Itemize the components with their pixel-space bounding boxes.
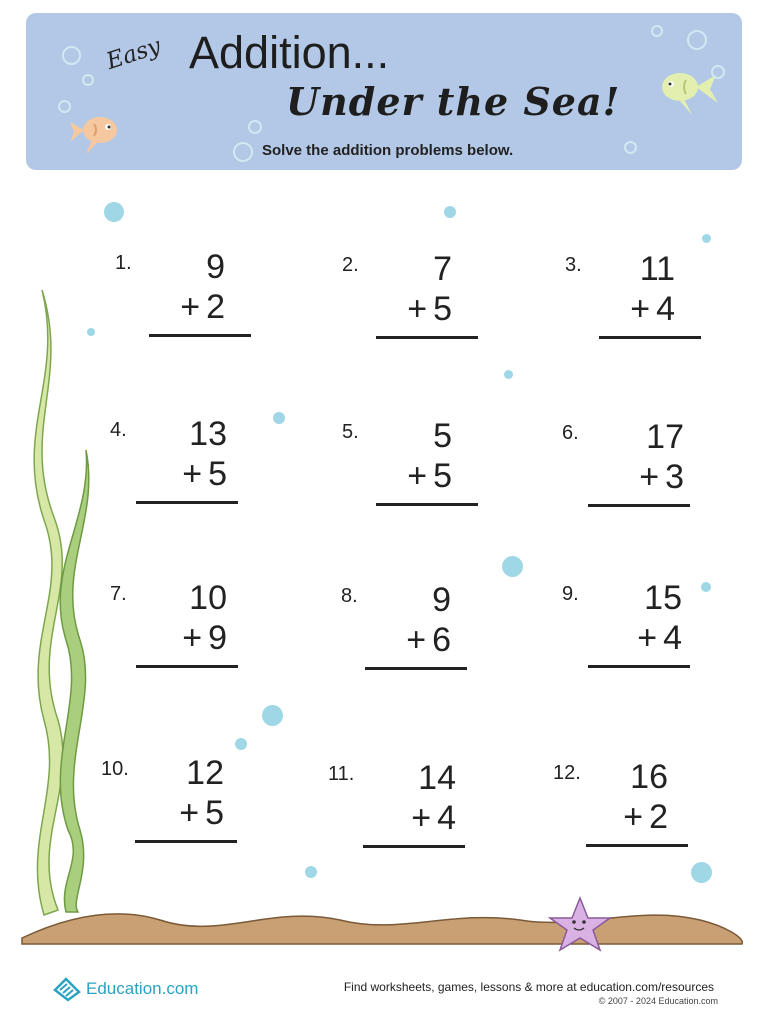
problem	[565, 250, 765, 360]
problem-top-number: 11	[639, 250, 675, 288]
problem-addend: 2	[649, 798, 668, 836]
problem-number: 1.	[115, 252, 132, 274]
bubble	[702, 234, 711, 243]
problem	[341, 581, 541, 691]
problem-number: 10.	[101, 758, 129, 780]
problem-number: 3.	[565, 254, 582, 276]
problem	[101, 754, 301, 864]
problem-top-number: 9	[206, 248, 225, 286]
plus-sign: +	[623, 798, 644, 836]
plus-sign: +	[182, 455, 203, 493]
plus-sign: +	[630, 290, 651, 328]
answer-line	[136, 665, 238, 668]
problem-addend: 5	[433, 457, 452, 495]
problem-top-number: 12	[186, 754, 224, 792]
plus-sign: +	[407, 457, 428, 495]
problem	[553, 758, 753, 868]
problem	[342, 250, 542, 360]
problem	[562, 579, 762, 689]
answer-line	[376, 503, 478, 506]
problem-addend-line	[639, 458, 684, 497]
problem-top-number: 5	[433, 417, 452, 455]
problem-addend-line	[182, 455, 227, 494]
problem-addend-line	[637, 619, 682, 658]
problem-number: 12.	[553, 762, 581, 784]
problem-number: 9.	[562, 583, 579, 605]
answer-line	[363, 845, 465, 848]
bubble	[262, 705, 283, 726]
plus-sign: +	[182, 619, 203, 657]
plus-sign: +	[411, 799, 432, 837]
problem-addend-line	[407, 290, 452, 329]
bubble	[504, 370, 513, 379]
footer-tagline[interactable]: Find worksheets, games, lessons & more at education.com/resources	[343, 980, 714, 994]
problem-addend: 4	[663, 619, 682, 657]
answer-line	[599, 336, 701, 339]
problem-addend-line	[406, 621, 451, 660]
problem-number: 5.	[342, 421, 359, 443]
plus-sign: +	[179, 794, 200, 832]
problem	[328, 759, 528, 869]
problem-top-number: 7	[433, 250, 452, 288]
problem-top-number: 15	[644, 579, 682, 617]
bubble	[502, 556, 523, 577]
problem-top-number: 10	[189, 579, 227, 617]
education-logo-icon	[52, 976, 82, 1002]
problem-number: 7.	[110, 583, 127, 605]
logo-text: Education.com	[86, 979, 199, 998]
problem-addend-line	[623, 798, 668, 837]
problem-addend: 3	[665, 458, 684, 496]
bubble	[444, 206, 456, 218]
instructions: Solve the addition problems below.	[262, 142, 514, 159]
problem-addend-line	[407, 457, 452, 496]
problem	[115, 248, 315, 358]
plus-sign: +	[637, 619, 658, 657]
footer-copyright: © 2007 - 2024 Education.com	[598, 996, 718, 1006]
problem-addend: 6	[432, 621, 451, 659]
problem-addend-line	[179, 794, 224, 833]
problem-number: 2.	[342, 254, 359, 276]
bubble	[305, 866, 317, 878]
problem	[342, 417, 542, 527]
problem-addend-line	[180, 288, 225, 327]
problem-top-number: 16	[630, 758, 668, 796]
bubble	[235, 738, 247, 750]
problem-number: 6.	[562, 422, 579, 444]
problem-top-number: 9	[432, 581, 451, 619]
problem-top-number: 13	[189, 415, 227, 453]
problem-addend: 4	[437, 799, 456, 837]
problem-addend: 9	[208, 619, 227, 657]
problem-addend-line	[411, 799, 456, 838]
bubble	[104, 202, 124, 222]
problem-addend-line	[630, 290, 675, 329]
problem-addend: 4	[656, 290, 675, 328]
problem	[110, 415, 310, 525]
answer-line	[149, 334, 251, 337]
problem-addend: 5	[205, 794, 224, 832]
problem	[110, 579, 310, 689]
problem-top-number: 17	[646, 418, 684, 456]
problem-number: 11.	[328, 763, 355, 785]
problem-number: 8.	[341, 585, 358, 607]
seaweed-icon	[34, 290, 89, 915]
title-subtitle: Under the Sea!	[286, 79, 621, 124]
answer-line	[365, 667, 467, 670]
problem-addend: 5	[208, 455, 227, 493]
problem-addend: 2	[206, 288, 225, 326]
problem-top-number: 14	[418, 759, 456, 797]
title-main: Addition...	[189, 27, 390, 78]
answer-line	[588, 504, 690, 507]
problem-addend: 5	[433, 290, 452, 328]
answer-line	[376, 336, 478, 339]
plus-sign: +	[180, 288, 201, 326]
answer-line	[586, 844, 688, 847]
answer-line	[588, 665, 690, 668]
plus-sign: +	[406, 621, 427, 659]
answer-line	[135, 840, 237, 843]
plus-sign: +	[407, 290, 428, 328]
plus-sign: +	[639, 458, 660, 496]
bubble	[87, 328, 95, 336]
title-easy: Easy	[103, 33, 164, 75]
sand-floor	[22, 914, 742, 944]
answer-line	[136, 501, 238, 504]
problem-number: 4.	[110, 419, 127, 441]
problem	[562, 418, 762, 528]
problem-addend-line	[182, 619, 227, 658]
education-logo[interactable]	[52, 976, 198, 1002]
